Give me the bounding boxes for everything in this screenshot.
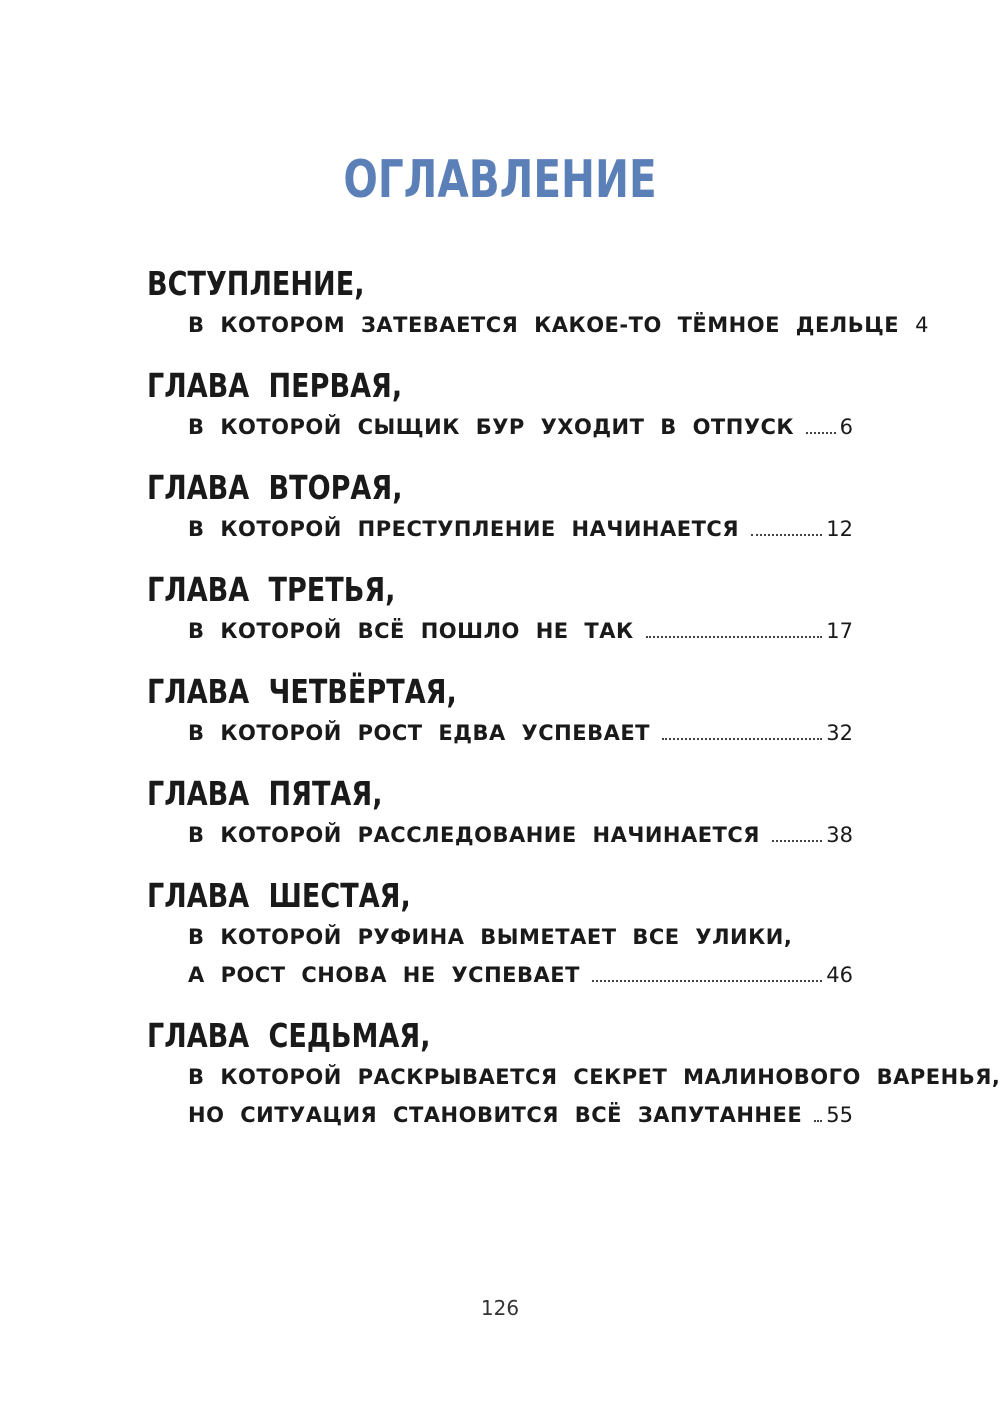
toc-entry [147, 364, 853, 446]
toc-entry [147, 466, 853, 548]
chapter-subtitle-line [188, 956, 853, 994]
chapter-page-number[interactable]: 32 [826, 721, 853, 745]
dot-leader [814, 1119, 822, 1122]
chapter-subtitle-text: В КОТОРОЙ ВСЁ ПОШЛО НЕ ТАК [188, 619, 634, 643]
chapter-subtitle-text: В КОТОРОЙ РАССЛЕДОВАНИЕ НАЧИНАЕТСЯ [188, 823, 760, 847]
chapter-page-number[interactable]: 55 [826, 1103, 853, 1127]
toc-entry [147, 670, 853, 752]
dot-leader [646, 635, 823, 638]
chapter-subtitle-text: В КОТОРОЙ СЫЩИК БУР УХОДИТ В ОТПУСК [188, 415, 795, 439]
chapter-subtitle-text: В КОТОРОЙ РУФИНА ВЫМЕТАЕТ ВСЕ УЛИКИ, [188, 925, 793, 949]
chapter-subtitle-text: В КОТОРОЙ РАСКРЫВАЕТСЯ СЕКРЕТ МАЛИНОВОГО ВАРЕНЬЯ, [188, 1065, 1000, 1089]
chapter-subtitle-line [188, 408, 853, 446]
chapter-page-number[interactable]: 4 [915, 313, 929, 337]
page-number: 126 [480, 1296, 520, 1320]
chapter-subtitle-text: А РОСТ СНОВА НЕ УСПЕВАЕТ [188, 963, 580, 987]
toc-entry [147, 262, 929, 344]
table-of-contents [147, 262, 1000, 1154]
toc-entry [147, 772, 853, 854]
chapter-heading: ГЛАВА ШЕСТАЯ, [147, 876, 411, 915]
chapter-page-number[interactable]: 46 [826, 963, 853, 987]
dot-leader [751, 533, 822, 536]
chapter-subtitle-line [188, 510, 853, 548]
chapter-heading: ВСТУПЛЕНИЕ, [147, 264, 365, 303]
chapter-subtitle-line [188, 816, 853, 854]
chapter-heading: ГЛАВА ВТОРАЯ, [147, 468, 403, 507]
chapter-heading: ГЛАВА ЧЕТВЁРТАЯ, [147, 672, 457, 711]
chapter-page-number[interactable]: 17 [826, 619, 853, 643]
dot-leader [592, 979, 822, 982]
chapter-subtitle-line [188, 918, 853, 956]
chapter-page-number[interactable]: 38 [826, 823, 853, 847]
chapter-subtitle-line [188, 1058, 1000, 1096]
chapter-heading: ГЛАВА ПЕРВАЯ, [147, 366, 403, 405]
chapter-subtitle-text: В КОТОРОЙ ПРЕСТУПЛЕНИЕ НАЧИНАЕТСЯ [188, 517, 740, 541]
chapter-heading: ГЛАВА СЕДЬМАЯ, [147, 1016, 431, 1055]
chapter-heading: ГЛАВА ПЯТАЯ, [147, 774, 383, 813]
chapter-subtitle-line [188, 1096, 853, 1134]
chapter-subtitle-text: В КОТОРОЙ РОСТ ЕДВА УСПЕВАЕТ [188, 721, 651, 745]
chapter-subtitle-line [188, 306, 929, 344]
dot-leader [662, 737, 822, 740]
dot-leader [772, 839, 822, 842]
toc-entry [147, 568, 853, 650]
chapter-subtitle-line [188, 714, 853, 752]
chapter-subtitle-line [188, 612, 853, 650]
toc-entry [147, 1014, 1000, 1134]
page-title: ОГЛАВЛЕНИЕ [343, 150, 657, 210]
chapter-subtitle-text: НО СИТУАЦИЯ СТАНОВИТСЯ ВСЁ ЗАПУТАННЕЕ [188, 1103, 803, 1127]
dot-leader [806, 431, 836, 434]
chapter-subtitle-text: В КОТОРОМ ЗАТЕВАЕТСЯ КАКОЕ-ТО ТЁМНОЕ ДЕЛЬЦЕ [188, 313, 900, 337]
chapter-page-number[interactable]: 6 [839, 415, 853, 439]
toc-entry [147, 874, 853, 994]
chapter-heading: ГЛАВА ТРЕТЬЯ, [147, 570, 396, 609]
chapter-page-number[interactable]: 12 [826, 517, 853, 541]
